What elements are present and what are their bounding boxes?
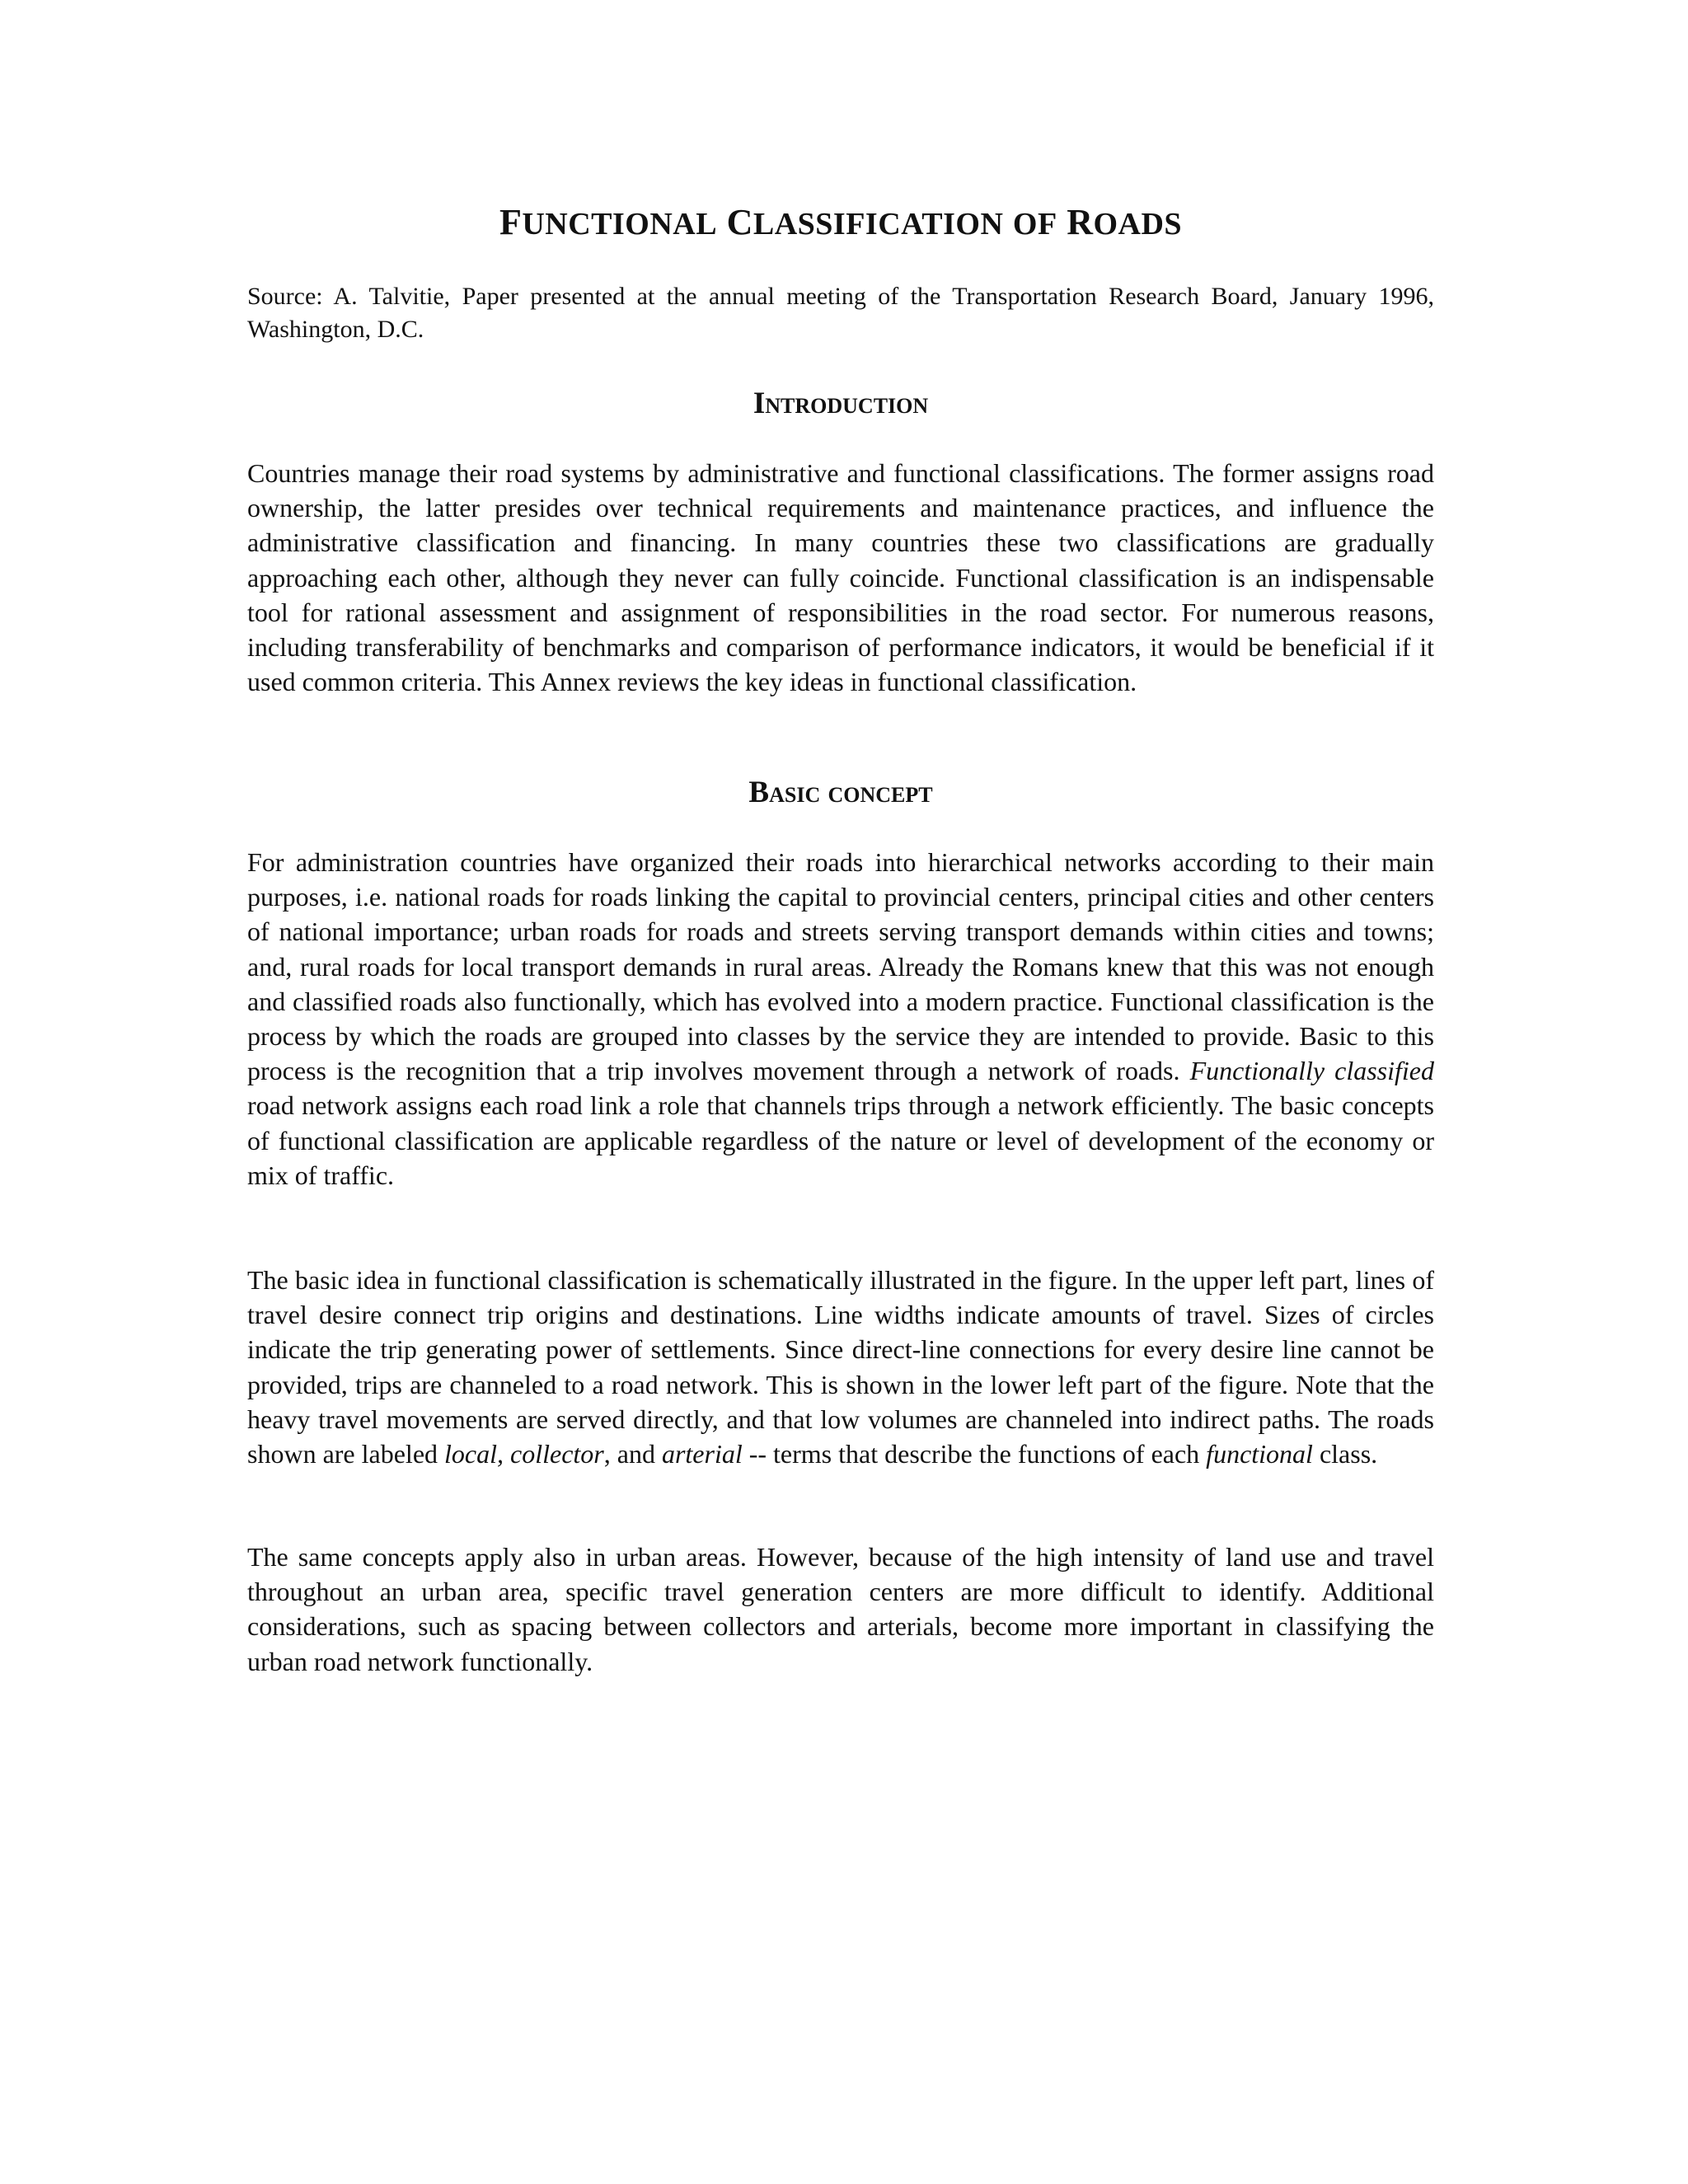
- section-heading-basic-concept: Basic concept: [748, 776, 933, 809]
- basic-concept-p2-text-c: -- terms that describe the functions of each: [742, 1439, 1207, 1469]
- title-word-2-initial: C: [726, 202, 753, 242]
- basic-concept-p1-italic: Functionally classified: [1189, 1056, 1435, 1086]
- basic-concept-p2-italic-2: arterial: [661, 1439, 743, 1469]
- basic-concept-p2-text-a: The basic idea in functional classification is schematically illustrated in the figure. In the upper left part, lines of travel desire connect trip origins and destinations. Line widths indicate amounts of travel. Sizes of circles indicate the trip generating power of settlements. Since direct-line connections for every desire line cannot be provided, trips are channeled to a road network. This is shown in the lower left part of the figure. Note that the heavy travel movements are served directly, and that low volumes are channeled into indirect paths. The roads shown are labeled: [247, 1265, 1434, 1469]
- basic-concept-paragraph-1: [247, 845, 1434, 1193]
- section-heading-introduction: Introduction: [753, 387, 929, 420]
- basic-concept-p2-text-b: , and: [603, 1439, 662, 1469]
- basic-concept-p2-italic-1: local, collector: [444, 1439, 604, 1469]
- basic-concept-p1-text-b: road network assigns each road link a role that channels trips through a network efficiently. The basic concepts of functional classification are applicable regardless of the nature or level of development of the economy or mix of traffic.: [247, 1090, 1434, 1190]
- title-word-2-rest: LASSIFICATION: [753, 207, 1004, 241]
- title-word-1-initial: F: [499, 202, 523, 242]
- basic-concept-paragraph-2: [247, 1263, 1434, 1471]
- title-word-4-rest: OADS: [1093, 207, 1183, 241]
- basic-concept-p2-text-d: class.: [1312, 1439, 1378, 1469]
- page-title: [247, 198, 1434, 249]
- basic-concept-p2-italic-3: functional: [1206, 1439, 1313, 1469]
- title-word-4-initial: R: [1067, 202, 1094, 242]
- title-word-1-rest: UNCTIONAL: [522, 207, 718, 241]
- introduction-paragraph: Countries manage their road systems by administrative and functional classifications. The former assigns road ownership, the latter presides over technical requirements and maintenance practices, and influence the administrative classification and financing. In many countries these two classifications are gradually approaching each other, although they never can fully coincide. Functional classification is an indispensable tool for rational assessment and assignment of responsibilities in the road sector. For numerous reasons, including transferability of benchmarks and comparison of performance indicators, it would be beneficial if it used common criteria. This Annex reviews the key ideas in functional classification.: [247, 458, 1434, 697]
- basic-concept-paragraph-3: The same concepts apply also in urban areas. However, because of the high intensity of land use and travel throughout an urban area, specific travel generation centers are more difficult to identify. Additional considerations, such as spacing between collectors and arterials, become more important in classifying the urban road network functionally.: [247, 1542, 1434, 1676]
- source-citation: Source: A. Talvitie, Paper presented at the annual meeting of the Transportation Research Board, January 1996, Washington, D.C.: [247, 283, 1434, 343]
- title-word-3: OF: [1012, 207, 1057, 241]
- basic-concept-p1-text-a: For administration countries have organized their roads into hierarchical networks according to their main purposes, i.e. national roads for roads linking the capital to provincial centers, principal cities and other centers of national importance; urban roads for roads and streets serving transport demands within cities and towns; and, rural roads for local transport demands in rural areas. Already the Romans knew that this was not enough and classified roads also functionally, which has evolved into a modern practice. Functional classification is the process by which the roads are grouped into classes by the service they are intended to provide. Basic to this process is the recognition that a trip involves movement through a network of roads.: [247, 847, 1434, 1086]
